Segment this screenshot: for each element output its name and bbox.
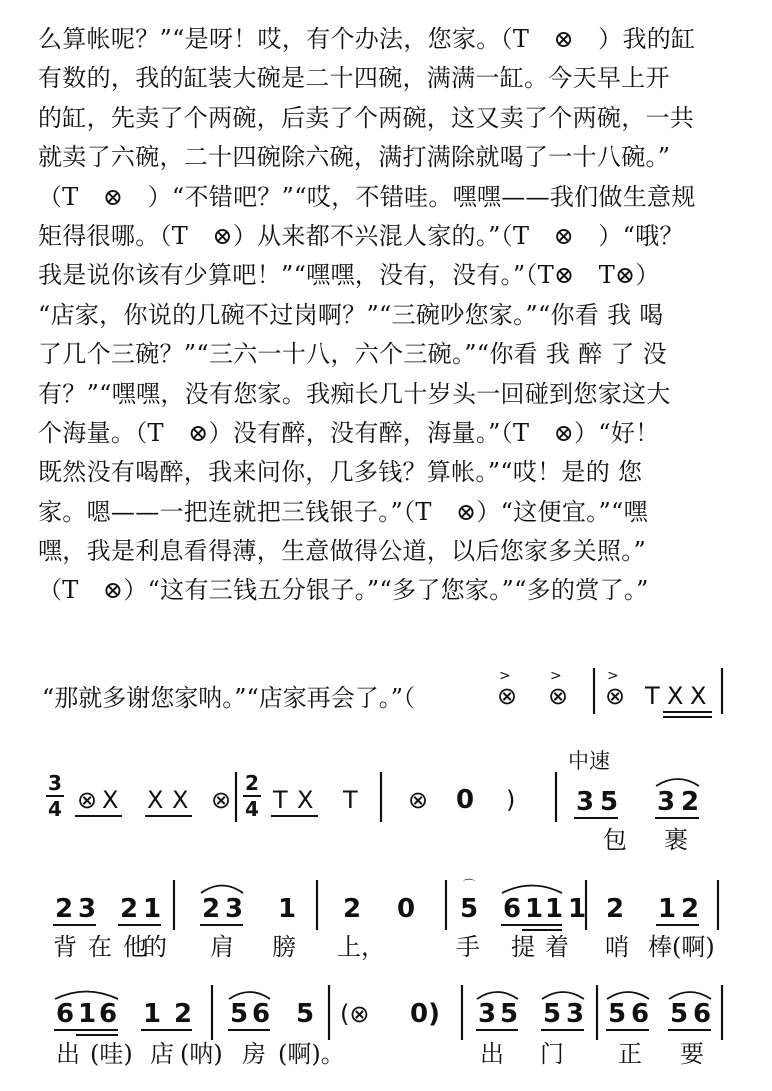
note: 6 [503,894,522,924]
note: 5 [460,894,479,924]
note: 2 [606,894,625,924]
lyric: (哇) [90,1040,133,1068]
note: 0 [397,894,416,924]
text-line: 就卖了六碗，二十四碗除六碗，满打满除就喝了一十八碗。” [38,143,671,172]
lyric: 提 [511,933,535,961]
note: 3 [78,894,97,924]
text-line: 矩得很哪。（T ⊗）从来都不兴混人家的。”（T ⊗ ）“哦？ [38,221,684,250]
note: 5 [296,999,315,1029]
lyric: (啊)。 [278,1040,345,1068]
note: 3 [566,999,585,1029]
accent-mark: > [607,668,619,684]
note: 2 [681,787,700,817]
percussion-note: X [690,682,707,710]
lyric: 正 [618,1040,642,1068]
lyric: 出 [480,1040,504,1068]
note: 2 [55,894,74,924]
note: 1 [143,894,162,924]
lyric: 棒(啊) [648,933,715,961]
percussion-note: ⊗ [605,682,626,710]
percussion-note: T [273,786,288,814]
text-line: 我是说你该有少算吧！”“嘿嘿，没有，没有。”（T⊗ T⊗） [38,261,660,290]
note: 2 [202,894,221,924]
percussion-note: ⊗ [211,786,232,814]
paren: ) [506,786,516,814]
text-line: 家。嗯——一把连就把三钱银子。”（T ⊗）“这便宜。”“嘿 [38,497,648,526]
note: 1 [545,894,564,924]
fermata: ⌒ [463,878,476,892]
percussion-note: ⊗ [497,682,518,710]
note: 1 [568,894,587,924]
note: 6 [56,999,75,1029]
note: 3 [657,787,676,817]
rest: 0) [410,999,440,1029]
note: 2 [120,894,139,924]
lyric: 背 [53,933,77,961]
lyric: (呐) [180,1040,223,1068]
slur [477,992,518,999]
note: 1 [78,999,97,1029]
percussion-note: X [297,786,314,814]
time-signature-bottom: 4 [48,797,62,821]
narrative-text [38,20,738,611]
note: 6 [252,999,271,1029]
note: 5 [600,787,619,817]
note: 3 [225,894,244,924]
note: 5 [500,999,519,1029]
lyric: 店 [150,1040,174,1068]
note: 3 [576,787,595,817]
lyric: 他 [123,933,147,961]
note: 5 [230,999,249,1029]
slur [55,992,118,1000]
lyric: 哨 [605,933,629,961]
time-signature-top: 3 [48,771,62,795]
slur [607,992,649,999]
lyric: 房 [242,1040,266,1068]
lyric: 着 [545,933,569,961]
note: 5 [608,999,627,1029]
text-line: （T ⊗ ）“不错吧？”“哎，不错哇。嘿嘿——我们做生意规 [38,182,696,211]
note: 5 [543,999,562,1029]
lyric: 肩 [210,933,234,961]
text-line: 既然没有喝醉，我来问你，几多钱？算帐。”“哎！是的 您 [38,458,643,487]
note: 2 [174,999,193,1029]
slur [656,779,699,786]
time-signature-bottom: 4 [245,797,259,821]
text-line: 个海量。（T ⊗）没有醉，没有醉，海量。”（T ⊗）“好！ [38,418,660,447]
lyric: 膀 [272,933,296,961]
lyric: 要 [680,1040,704,1068]
note: 3 [478,999,497,1029]
tempo-marking: 中速 [568,749,610,773]
accent-mark: > [499,668,511,684]
note: 5 [670,999,689,1029]
lyric: 上， [337,933,385,961]
text-line: 嘿，我是利息看得薄，生意做得公道，以后您家多关照。” [38,537,647,566]
note: 2 [681,894,700,924]
lyric: 裹 [664,826,688,854]
percussion-note: T [343,786,358,814]
lyric: 在 [88,933,112,961]
note: 1 [143,999,162,1029]
text-line: 了几个三碗？”“三六一十八，六个三碗。”“你看 我 醉 了 没 [38,340,667,369]
lyric: 出 [56,1040,80,1068]
score-dialogue: “那就多谢您家呐。”“店家再会了。”（ [42,684,416,712]
text-line: （T ⊗）“这有三钱五分银子。”“多了您家。”“多的赏了。” [38,576,649,605]
percussion-note: T [645,682,660,710]
percussion-note: X [667,682,684,710]
slur [201,886,243,894]
lyric: 的 [143,933,167,961]
lyric: 门 [540,1040,564,1068]
percussion-note: ⊗ [548,682,569,710]
note: 1 [525,894,544,924]
text-line: “店家，你说的几碗不过岗啊？”“三碗吵您家。”“你看 我 喝 [38,300,664,329]
percussion-note: ⊗ [408,786,429,814]
note: 1 [658,894,677,924]
note: 6 [693,999,712,1029]
note: 6 [99,999,118,1029]
text-line: 有数的，我的缸装大碗是二十四碗，满满一缸。今天早上开 [38,64,670,93]
percussion-note: X [102,786,119,814]
percussion-note: X [172,786,189,814]
lyric: 手 [456,933,480,961]
slur [229,992,270,999]
percussion-note: (⊗ [340,1000,370,1028]
note: 2 [343,894,362,924]
percussion-note: X [147,786,164,814]
music-score [0,650,772,1091]
text-line: 么算帐呢？”“是呀！哎，有个办法，您家。（T ⊗ ）我的缸 [38,25,696,53]
text-line: 的缸，先卖了个两碗，后卖了个两碗，这又卖了个两碗，一共 [38,103,695,132]
slur [502,886,562,894]
lyric: 包 [603,826,627,854]
slur [542,992,584,999]
percussion-note: ⊗ [77,786,98,814]
accent-mark: > [550,668,562,684]
time-signature-top: 2 [245,771,259,795]
rest: 0 [456,785,475,815]
text-line: 有？”“嘿嘿，没有您家。我痴长几十岁头一回碰到您家这大 [38,379,671,408]
note: 1 [278,894,297,924]
slur [669,992,711,999]
note: 6 [631,999,650,1029]
